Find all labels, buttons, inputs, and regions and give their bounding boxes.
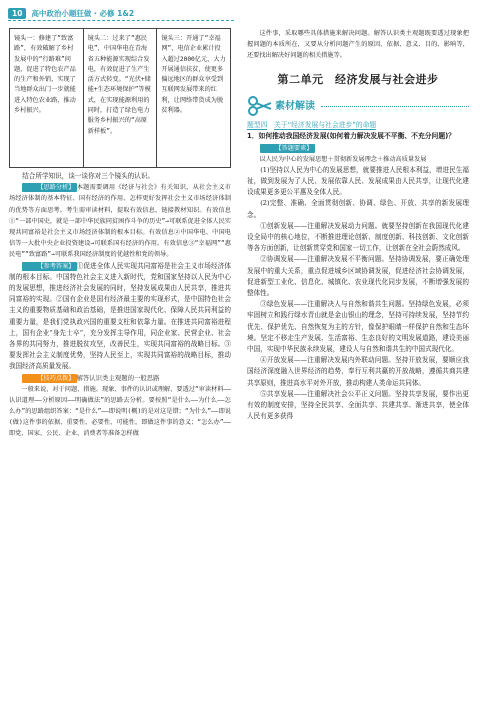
tips-title: 解答认识类主观题的一般思路 bbox=[76, 373, 160, 382]
section-dotted-rule bbox=[321, 106, 469, 107]
book-title: 高中政治小题狂做 · 必修 1&2 bbox=[31, 8, 135, 18]
point-green: ③绿色发展——注重解决人与自然和谐共生问题。坚持绿色发展，必须牢固树立和践行绿水青山就是金山银山的理念，坚持可持续发展，坚持节约优先、保护优先、自然恢复为主的方针，像保护眼睛一样保护自然和生态环境。坚定不移走生产发展、生活富裕、生态良好的文明发展道路，建设美丽中国，实现中华民族永续发展，建设人与自然和谐共生的中国式现代化。 bbox=[247, 300, 469, 354]
point-coordination: ②协调发展——注重解决发展不平衡问题。坚持协调发展，要正确处理发展中的重大关系，重点促进城乡区域协调发展，促进经济社会协调发展，促进新型工业化、信息化、城镇化、农业现代化同步发展，不断增强发展的整体性。 bbox=[247, 255, 469, 298]
thinking-tag: 【思路分析】 bbox=[22, 183, 76, 192]
point-innovation: ①创新发展——注重解决发展动力问题。就要坚持创新在我国现代化建设全局中的核心地位，不断推进理论创新、制度创新、科技创新、文化创新等各方面创新，让创新贯穿党和国家一切工作，让创新在全社会蔚然成风。 bbox=[247, 221, 469, 253]
topic-tag: 题型四 bbox=[247, 121, 268, 130]
question-text: 结合所学知识，谈一谈你对三个镜头的认识。 bbox=[22, 172, 155, 180]
answer-elements-tag: 【答题要素】 bbox=[260, 144, 314, 153]
header-rule bbox=[8, 20, 234, 21]
section-header bbox=[247, 95, 469, 117]
point-openness: ④开放发展——注重解决发展内外联动问题。坚持开放发展，要顺应我国经济深度融入世界经济的趋势，奉行互利共赢的开放战略，遵循共商共建共享原则，推进高水平对外开放，推动构建人类命运共同体。 bbox=[247, 356, 469, 387]
tips-heading bbox=[9, 373, 231, 384]
answer-tag: 【参考答案】 bbox=[22, 262, 76, 271]
answer-formula: 以人民为中心的发展思想＋贯彻新发展理念＋推动高质量发展 bbox=[259, 155, 427, 163]
tips-tag: 【技巧点拨】 bbox=[22, 374, 76, 383]
point-sharing: ⑤共享发展——注重解决社会公平正义问题。坚持共享发展，要作出更有效的制度安排，坚持全民共享、全面共享、共建共享、渐进共享，使全体人民有更多获得 bbox=[247, 389, 469, 421]
scene-cell-3: 镜头三：开通了“幸福网”，电信企业累计投入超过2000亿元，大力开展通信扶贫，使更多偏远地区的群众享受到互联网发展带来的红利，让网络带货成为脱贫利器。 bbox=[157, 29, 231, 168]
right-column bbox=[247, 28, 469, 422]
tips-text: 一般来说，对于问题、措施、现象、事件的认识或理解，要透过“审读材料——认识道理——分析原因——明确做法”的思路去分析。要按照“是什么——为什么——怎么办”的思路组织答案：“是什么”——即说明(概)的是对这是错；“为什么”——即说(做)这件事的依据、重要性、必要性、可能性，即做这件事的意义；“怎么办”——即党、国家、公民、企业、消费者等准备怎样做 bbox=[9, 385, 231, 437]
point-1: (1)坚持以人民为中心的发展思想，就要推进人民根本利益，增进民生福祉，做到发展为了人民、发展依靠人民、发展成果由人民共享，让现代化建设成果更多更公平惠及全体人民。 bbox=[247, 165, 469, 197]
thinking-paragraph bbox=[9, 182, 231, 260]
scissors-icon bbox=[247, 95, 273, 117]
answer-paragraph bbox=[9, 261, 231, 373]
page-header bbox=[8, 6, 134, 20]
thinking-text: 本题需要调用《经济与社会》有关知识，从社会主义市场经济体制的基本特征、国有经济的作用、怎样更好发挥社会主义市场经济体制的优势等方面思考。考生需审读材料，提取有效信息，链接教材知识。有效信息①“一部中国史，就是一部中华民族同贫困作斗争的历史”→可联系促进全体人民实现共同富裕是社会主义市场经济体制的根本目标。有效信息②中国华电、中国电信等一大批中央企业投资建设→可联系国有经济的作用。有效信息③“幸福网”“惠民电”“致富路”→可联系我国经济制度的优越性和党的领导。 bbox=[9, 184, 231, 259]
scene-cell-1: 镜头一：修建了“致富路”，有效破解了乡村发展中的“行路难”问题，促进了特色农产品的生产和外销，实现了当地群众出门一步就能进入特色农业路，推动乡村振兴。 bbox=[10, 29, 84, 168]
section-label: 素材解读 bbox=[275, 100, 315, 112]
unit-title: 第二单元 经济发展与社会进步 bbox=[277, 73, 439, 86]
topic-line bbox=[247, 120, 469, 131]
answer-elements-line bbox=[247, 143, 469, 154]
scene-table bbox=[9, 28, 231, 168]
answer-text: ①促进全体人民实现共同富裕是社会主义市场经济体制的根本目标。中国特色社会主义进入新时代，党和国家坚持以人民为中心的发展思想，推进经济社会发展的同时，坚持发展成果由人民共享，推进共同富裕的实现。②国有企业是国有经济最主要的实现形式，是中国特色社会主义的重要物质基础和政治基础，是推进国家现代化、保障人民共同利益的重要力量，是我们党执政兴国的重要支柱和依靠力量。在推进共同富裕进程上，国有企业“身先士卒”，充分发挥主导作用，同企业家、民营企业、社会各界的共同努力，推进脱贫攻坚，改善民生，实现共同富裕的战略目标。③要发挥社会主义制度优势，坚持人民至上，实现共同富裕的战略目标，推动我国经济高质量发展。 bbox=[9, 261, 231, 371]
question-heading: 1．如何推动我国经济发展(如何着力解决发展不平衡、不充分问题)？ bbox=[247, 132, 456, 141]
point-2: (2)完整、准确、全面贯彻创新、协调、绿色、开放、共享的新发展理念。 bbox=[247, 199, 469, 219]
topic-text: 关于“经济发展与社会进步”的命题 bbox=[273, 121, 377, 130]
continuation-text: 这件事，采取哪些具体措施来解决问题。解答认识类主观题既要透过现象把握问题的本质所在，又要从分析问题产生的原因、依据、意义、目的、影响等，还要找出解决好问题的相关措施等。 bbox=[247, 30, 469, 59]
left-column bbox=[9, 28, 231, 439]
scene-cell-2: 镜头二：过来了“惠民电”，中国华电在青海省五种能源实现综合发电，有效促进了生产生活方式转变。“光伏+储能+生态环境保护”等模式，在实现能源利用的同时，打造了绿色电力服务乡村振兴的“高原新样板”。 bbox=[83, 29, 157, 168]
page-number: 10 bbox=[8, 8, 26, 19]
